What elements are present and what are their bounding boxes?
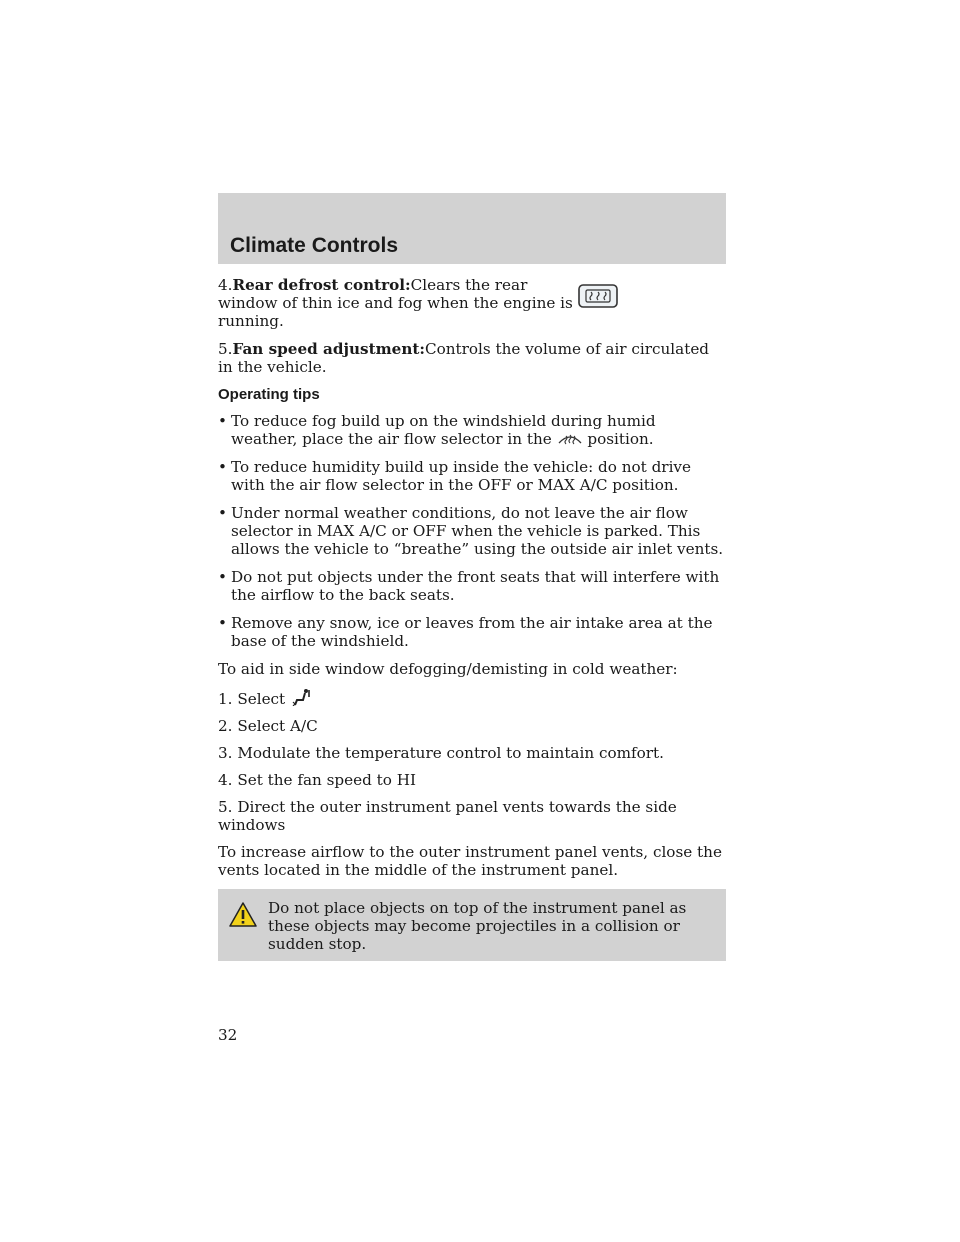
section-title: Climate Controls [230,234,399,257]
item-text: Controls the volume of air circulated in the vehicle. [218,340,710,376]
bullet: • [218,458,227,476]
item-fan-speed [218,340,726,376]
floor-defrost-mode-icon [290,688,312,706]
bullet: • [218,412,227,430]
item-number: 5. [218,340,233,358]
warning-box [218,889,726,961]
warning-triangle-icon [228,901,258,928]
bullet: • [218,614,227,632]
side-window-steps [218,688,726,834]
bullet: • [218,504,227,522]
list-item: • To reduce fog build up on the windshield during humid weather, place the air flow selector in the position. [218,412,656,448]
step-item: 4. Set the fan speed to HI [218,771,416,789]
item-number: 4. [218,276,233,294]
windshield-defrost-icon [557,430,583,446]
list-item: • Remove any snow, ice or leaves from the air intake area at the base of the windshield. [218,614,713,650]
operating-tips-heading: Operating tips [218,386,320,403]
item-rear-defrost [218,276,726,330]
item-label: Fan speed adjustment: [232,340,425,358]
page-content [218,276,726,961]
step-item: 2. Select A/C [218,717,318,735]
item-label: Rear defrost control: [232,276,411,294]
rear-defrost-icon [578,284,618,308]
operating-tips-list [218,412,726,650]
page-number: 32 [218,1026,238,1044]
warning-text: Do not place objects on top of the instrument panel as these objects may become projectiles in a collision or sudden stop. [268,899,687,953]
step-item: 3. Modulate the temperature control to maintain comfort. [218,744,664,762]
step-item: 1. Select [218,688,726,708]
list-item: • Do not put objects under the front seats that will interfere with the airflow to the back seats. [218,568,720,604]
airflow-note: To increase airflow to the outer instrument panel vents, close the vents located in the middle of the instrument panel. [218,843,722,879]
bullet: • [218,568,227,586]
item-text: Clears the rear window of thin ice and fog when the engine is running. [218,276,573,330]
list-item: • Under normal weather conditions, do not leave the air flow selector in MAX A/C or OFF when the vehicle is parked. This allows the vehicle to “breathe” using the outside air inlet vents. [218,504,724,558]
side-window-intro: To aid in side window defogging/demisting in cold weather: [218,660,678,678]
list-item: • To reduce humidity build up inside the vehicle: do not drive with the air flow selector in the OFF or MAX A/C position. [218,458,691,494]
step-item: 5. Direct the outer instrument panel vents towards the side windows [218,798,677,834]
